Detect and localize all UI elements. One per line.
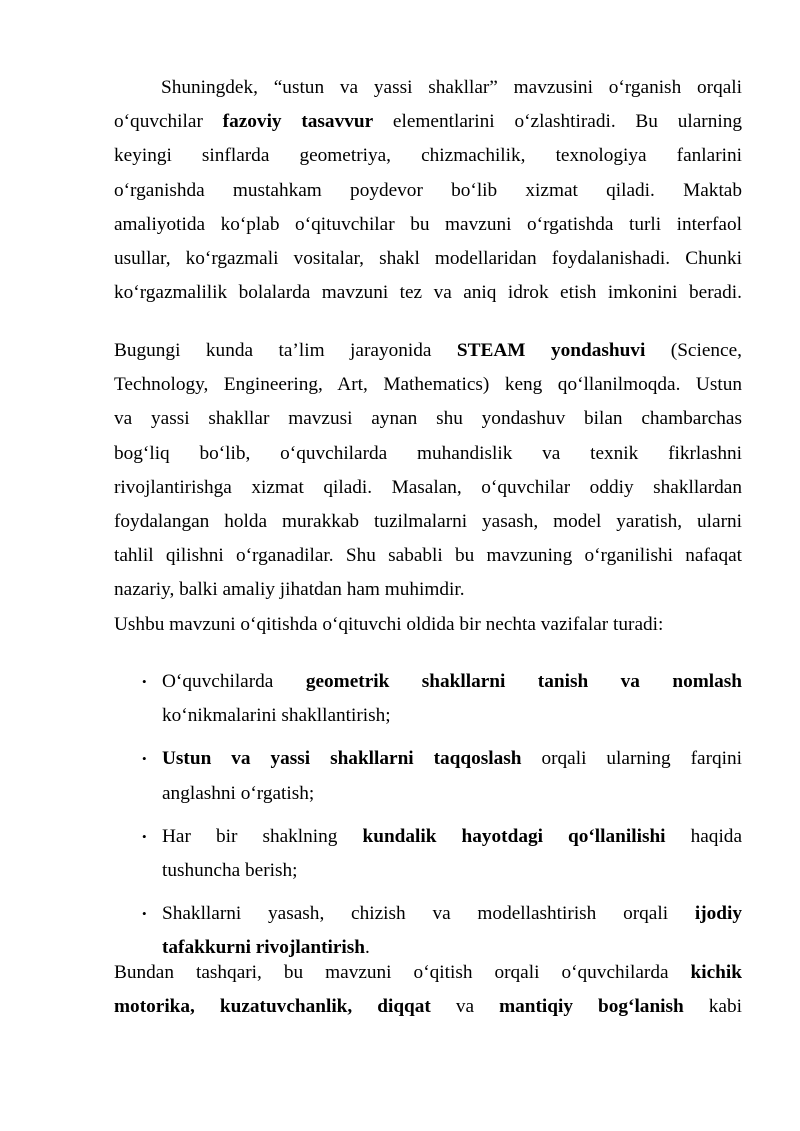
text-span: tushuncha berish;	[162, 859, 298, 881]
text-span: usullar, ko‘rgazmali vositalar, shakl modellaridan foydalanishadi. Chunki	[114, 247, 742, 269]
text-line	[114, 334, 742, 368]
text-span: Shakllarni yasash, chizish va modellashtirish orqali	[162, 903, 695, 925]
text-line	[114, 665, 742, 699]
bold-term: ijodiy	[694, 903, 742, 925]
text-span: Ushbu mavzuni o‘qitishda o‘qituvchi oldida bir nechta vazifalar turadi:	[114, 614, 664, 635]
text-span: bog‘liq bo‘lib, o‘quvchilarda muhandislik va texnik fikrlashni	[114, 442, 742, 464]
list-item	[114, 665, 742, 733]
text-span: Technology, Engineering, Art, Mathematics) keng qo‘llanilmoqda. Ustun	[114, 374, 742, 396]
text-span: orqali ularning farqini	[521, 748, 742, 770]
text-line	[114, 573, 742, 607]
text-line	[114, 71, 742, 105]
text-span: ko‘rgazmalilik bolalarda mavzuni tez va aniq idrok etish imkonini beradi.	[114, 282, 742, 304]
text-span: haqida	[665, 825, 743, 847]
task-list	[114, 665, 742, 966]
paragraph-2	[114, 334, 742, 608]
text-line	[114, 242, 742, 276]
text-span: va	[430, 996, 500, 1018]
text-line	[114, 699, 742, 733]
text-span: foydalangan holda murakkab tuzilmalarni yasash, model yaratish, ularni	[114, 510, 742, 532]
text-line	[114, 539, 742, 573]
bold-term: STEAM yondashuvi	[456, 340, 646, 361]
text-line	[114, 208, 742, 242]
text-span: va yassi shakllar mavzusi aynan shu yondashuv bilan chambarchas	[114, 408, 742, 430]
text-span: .	[365, 937, 370, 959]
paragraph-3	[114, 608, 742, 642]
text-line	[114, 471, 742, 505]
list-item	[114, 742, 742, 810]
text-span: O‘quvchilarda	[162, 671, 306, 692]
text-line	[114, 174, 742, 208]
text-span: rivojlantirishga xizmat qiladi. Masalan, o‘quvchilar oddiy shakllardan	[114, 476, 742, 498]
bold-term: kundalik hayotdagi qo‘llanilishi	[362, 825, 666, 847]
bullet-icon: •	[142, 674, 147, 689]
text-line	[114, 505, 742, 539]
bold-term: tafakkurni rivojlantirish	[162, 937, 366, 959]
text-span: o‘rganishda mustahkam poydevor bo‘lib xizmat qiladi. Maktab	[114, 179, 742, 201]
text-span: kabi	[683, 996, 742, 1018]
text-span: Har bir shaklning	[162, 825, 363, 847]
text-span: Shuningdek, “ustun va yassi shakllar” mavzusini o‘rganish orqali	[161, 77, 742, 98]
bullet-icon: •	[142, 751, 147, 767]
text-line	[114, 820, 742, 854]
text-span: tahlil qilishni o‘rganadilar. Shu sababli bu mavzuning o‘rganilishi nafaqat	[114, 545, 742, 567]
text-line	[114, 854, 742, 888]
paragraph-1	[114, 71, 742, 310]
bullet-icon: •	[142, 906, 147, 922]
text-line	[114, 437, 742, 471]
text-line	[114, 368, 742, 402]
text-line	[114, 276, 742, 310]
text-span: keyingi sinflarda geometriya, chizmachilik, texnologiya fanlarini	[114, 145, 742, 167]
bold-term: fazoviy tasavvur	[222, 111, 374, 133]
list-item	[114, 820, 742, 888]
text-span: anglashni o‘rgatish;	[162, 782, 315, 804]
text-line	[114, 897, 742, 931]
text-span: o‘quvchilar	[114, 111, 223, 133]
text-line	[114, 608, 742, 642]
bold-term: geometrik shakllarni tanish va nomlash	[305, 671, 742, 692]
text-span: (Science,	[645, 340, 742, 361]
text-line	[114, 742, 742, 776]
text-span: amaliyotida ko‘plab o‘qituvchilar bu mavzuni o‘rgatishda turli interfaol	[114, 213, 742, 235]
text-span: Bugungi kunda ta’lim jarayonida	[114, 340, 457, 361]
bold-term: kichik	[690, 962, 742, 983]
text-line	[114, 990, 742, 1024]
bullet-icon: •	[142, 828, 147, 844]
text-line	[114, 139, 742, 173]
paragraph-4	[114, 956, 742, 1024]
text-span: nazariy, balki amaliy jihatdan ham muhimdir.	[114, 579, 465, 601]
text-span: elementlarini o‘zlashtiradi. Bu ularning	[373, 111, 742, 133]
text-line	[114, 105, 742, 139]
text-span: ko‘nikmalarini shakllantirish;	[162, 705, 391, 727]
text-line	[114, 777, 742, 811]
bold-term: motorika, kuzatuvchanlik, diqqat	[114, 996, 431, 1018]
bold-term: mantiqiy bog‘lanish	[499, 996, 684, 1018]
bold-term: Ustun va yassi shakllarni taqqoslash	[162, 748, 522, 770]
text-span: Bundan tashqari, bu mavzuni o‘qitish orqali o‘quvchilarda	[114, 962, 691, 983]
text-line	[114, 402, 742, 436]
text-line	[114, 956, 742, 990]
